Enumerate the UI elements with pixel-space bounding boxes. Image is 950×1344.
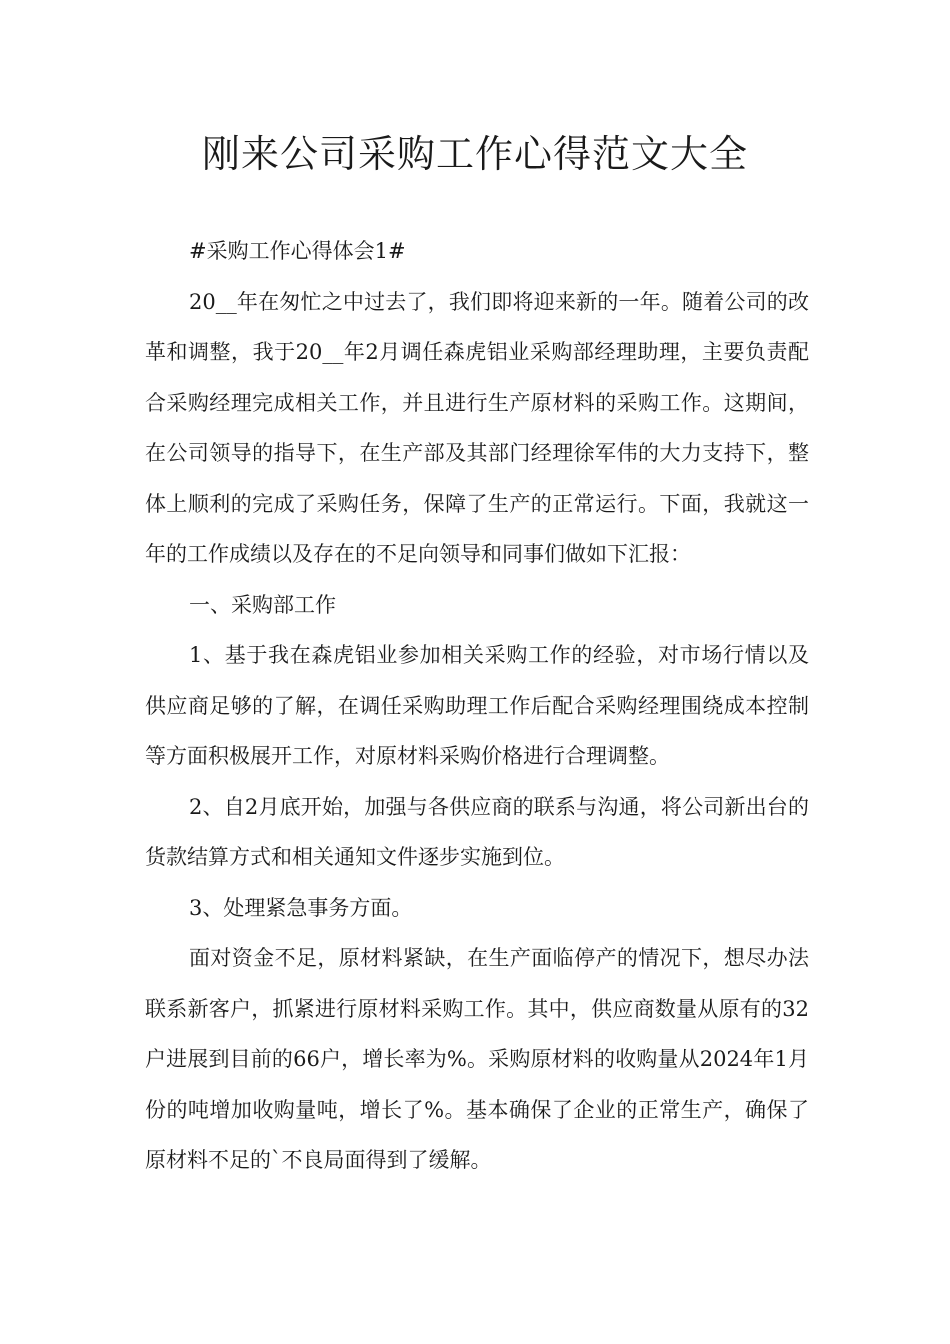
body-paragraph: 3、处理紧急事务方面。 <box>189 895 413 920</box>
section-heading: 一、采购部工作 <box>189 592 336 617</box>
section-heading: #采购工作心得体会1# <box>189 239 406 263</box>
document-title: 刚来公司采购工作心得范文大全 <box>201 132 748 176</box>
body-paragraph: 1、基于我在森虎铝业参加相关采购工作的经验，对市场行情以及供应商足够的了解，在调任采购助理工作后配合采购经理围绕成本控制等方面积极展开工作，对原材料采购价格进行合理调整。 <box>145 643 809 768</box>
body-paragraph: 2、自2月底开始，加强与各供应商的联系与沟通，将公司新出台的货款结算方式和相关通知文件逐步实施到位。 <box>145 794 809 869</box>
body-paragraph: 20__年在匆忙之中过去了，我们即将迎来新的一年。随着公司的改革和调整，我于20__年2月调任森虎铝业采购部经理助理，主要负责配合采购经理完成相关工作，并且进行生产原材料的采购工作。这期间，在公司领导的指导下，在生产部及其部门经理徐军伟的大力支持下，整体上顺利的完成了采购任务，保障了生产的正常运行。下面，我就这一年的工作成绩以及存在的不足向领导和同事们做如下汇报： <box>145 289 809 566</box>
document-body <box>145 226 809 1186</box>
body-paragraph: 面对资金不足，原材料紧缺，在生产面临停产的情况下，想尽办法联系新客户，抓紧进行原材料采购工作。其中，供应商数量从原有的32户进展到目前的66户，增长率为%。采购原材料的收购量从2024年1月份的吨增加收购量吨，增长了%。基本确保了企业的正常生产，确保了原材料不足的`不良局面得到了缓解。 <box>145 946 809 1172</box>
